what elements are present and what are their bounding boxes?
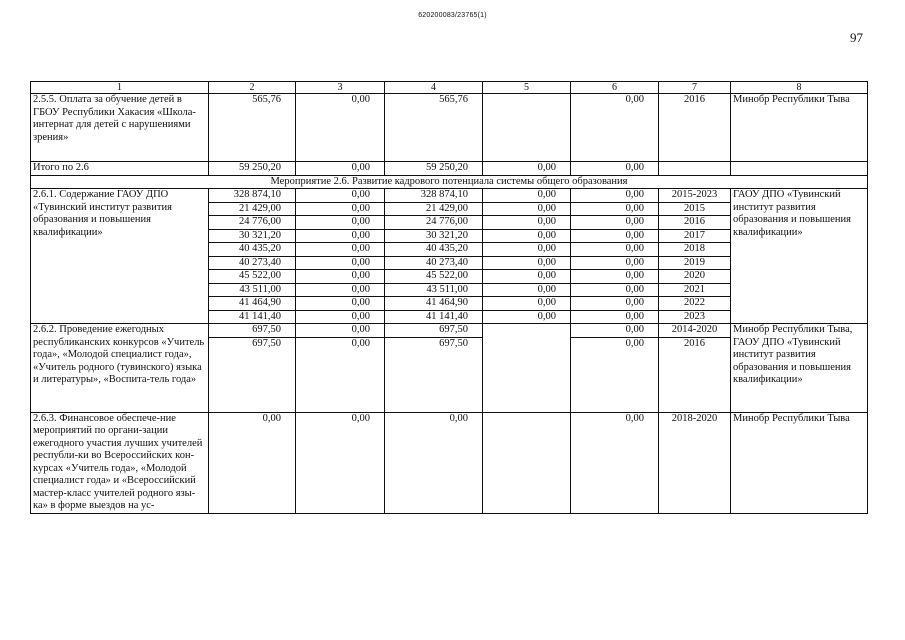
cell-value: 697,50	[385, 324, 483, 338]
cell-year	[659, 162, 731, 176]
cell-value: 59 250,20	[385, 162, 483, 176]
page-number: 97	[850, 30, 863, 45]
cell-value	[483, 324, 571, 413]
header-col-1: 1	[31, 82, 209, 94]
cell-value: 0,00	[483, 310, 571, 324]
cell-value: 59 250,20	[209, 162, 296, 176]
cell-value: 0,00	[571, 337, 659, 412]
cell-value: 0,00	[571, 412, 659, 513]
cell-value: 0,00	[483, 202, 571, 216]
cell-value: 0,00	[483, 216, 571, 230]
cell-value	[483, 94, 571, 162]
cell-value: 0,00	[483, 283, 571, 297]
cell-year: 2020	[659, 270, 731, 284]
cell-value: 0,00	[571, 297, 659, 311]
cell-year: 2015-2023	[659, 189, 731, 203]
cell-value: 0,00	[571, 162, 659, 176]
cell-value: 0,00	[483, 162, 571, 176]
cell-value: 697,50	[209, 337, 296, 412]
header-row	[31, 82, 868, 94]
cell-value: 0,00	[483, 256, 571, 270]
cell-value: 0,00	[571, 324, 659, 338]
cell-value: 21 429,00	[385, 202, 483, 216]
cell-value: 21 429,00	[209, 202, 296, 216]
cell-year: 2015	[659, 202, 731, 216]
cell-value: 0,00	[385, 412, 483, 513]
cell-executor: ГАОУ ДПО «Тувинский институт развития образования и повышения квалификации»	[731, 189, 868, 324]
cell-value: 0,00	[296, 202, 385, 216]
table-row	[31, 324, 868, 338]
cell-value: 43 511,00	[385, 283, 483, 297]
cell-value: 0,00	[296, 216, 385, 230]
cell-value: 41 464,90	[209, 297, 296, 311]
cell-value: 43 511,00	[209, 283, 296, 297]
cell-value: 697,50	[209, 324, 296, 338]
cell-value: 0,00	[483, 229, 571, 243]
header-col-6: 6	[571, 82, 659, 94]
cell-value: 24 776,00	[209, 216, 296, 230]
section-row	[31, 175, 868, 189]
cell-value: 40 435,20	[385, 243, 483, 257]
total-label: Итого по 2.6	[31, 162, 209, 176]
cell-value: 0,00	[571, 243, 659, 257]
cell-value: 0,00	[296, 189, 385, 203]
cell-value: 45 522,00	[385, 270, 483, 284]
cell-value: 0,00	[483, 189, 571, 203]
item-name: 2.6.3. Финансовое обеспече-ние мероприятий по органи-зации ежегодного участия лучших учителей республи-ки во Всероссийских кон-курсах «Учитель года», «Молодой специалист года» и «Всероссийский мастер-класс учителей родного язы-ка» в форме выездов на ус-	[31, 412, 209, 513]
cell-value: 0,00	[571, 283, 659, 297]
cell-value: 565,76	[385, 94, 483, 162]
cell-value: 0,00	[483, 270, 571, 284]
cell-year: 2018	[659, 243, 731, 257]
cell-value: 40 435,20	[209, 243, 296, 257]
cell-executor: Минобр Республики Тыва	[731, 94, 868, 162]
cell-value: 0,00	[571, 270, 659, 284]
cell-value: 0,00	[209, 412, 296, 513]
item-name: 2.5.5. Оплата за обучение детей в ГБОУ Республики Хакасия «Школа-интернат для детей с нарушениями зрения»	[31, 94, 209, 162]
cell-value: 0,00	[296, 94, 385, 162]
cell-value: 328 874,10	[209, 189, 296, 203]
cell-value: 0,00	[571, 256, 659, 270]
header-col-3: 3	[296, 82, 385, 94]
total-row	[31, 162, 868, 176]
cell-value: 0,00	[296, 337, 385, 412]
cell-year: 2016	[659, 94, 731, 162]
cell-value	[483, 412, 571, 513]
cell-value: 40 273,40	[385, 256, 483, 270]
table-row	[31, 412, 868, 513]
cell-value: 0,00	[296, 283, 385, 297]
budget-table	[30, 81, 868, 514]
cell-year: 2023	[659, 310, 731, 324]
cell-value: 0,00	[571, 94, 659, 162]
cell-value: 0,00	[571, 216, 659, 230]
cell-executor: Минобр Республики Тыва	[731, 412, 868, 513]
item-name: 2.6.2. Проведение ежегодных республиканских конкурсов «Учитель года», «Молодой специалист года», «Учитель родного (тувинского) языка и литературы», «Воспита-тель года»	[31, 324, 209, 413]
cell-value: 697,50	[385, 337, 483, 412]
table-row	[31, 189, 868, 203]
cell-value: 0,00	[296, 162, 385, 176]
cell-value: 0,00	[296, 229, 385, 243]
header-col-2: 2	[209, 82, 296, 94]
cell-value: 30 321,20	[385, 229, 483, 243]
cell-year: 2016	[659, 216, 731, 230]
cell-year: 2019	[659, 256, 731, 270]
cell-value: 41 141,40	[209, 310, 296, 324]
cell-value: 0,00	[571, 189, 659, 203]
cell-year: 2022	[659, 297, 731, 311]
cell-value: 0,00	[296, 412, 385, 513]
cell-value: 45 522,00	[209, 270, 296, 284]
cell-value: 565,76	[209, 94, 296, 162]
header-col-4: 4	[385, 82, 483, 94]
cell-value: 0,00	[296, 324, 385, 338]
cell-value: 328 874,10	[385, 189, 483, 203]
cell-value: 24 776,00	[385, 216, 483, 230]
cell-year: 2018-2020	[659, 412, 731, 513]
cell-executor	[731, 162, 868, 176]
cell-value: 0,00	[296, 270, 385, 284]
document-id: 620200083/23765(1)	[418, 12, 487, 19]
header-col-7: 7	[659, 82, 731, 94]
cell-value: 41 141,40	[385, 310, 483, 324]
cell-value: 0,00	[296, 310, 385, 324]
cell-executor: Минобр Республики Тыва, ГАОУ ДПО «Тувинский институт развития образования и повышения квалификации»	[731, 324, 868, 413]
cell-value: 40 273,40	[209, 256, 296, 270]
cell-value: 0,00	[296, 243, 385, 257]
table-row	[31, 94, 868, 162]
cell-value: 0,00	[296, 256, 385, 270]
cell-year: 2016	[659, 337, 731, 412]
cell-value: 41 464,90	[385, 297, 483, 311]
cell-year: 2014-2020	[659, 324, 731, 338]
cell-year: 2021	[659, 283, 731, 297]
section-title: Мероприятие 2.6. Развитие кадрового потенциала системы общего образования	[31, 175, 868, 189]
cell-value: 0,00	[571, 310, 659, 324]
cell-year: 2017	[659, 229, 731, 243]
cell-value: 0,00	[571, 229, 659, 243]
cell-value: 0,00	[296, 297, 385, 311]
cell-value: 0,00	[571, 202, 659, 216]
item-name: 2.6.1. Содержание ГАОУ ДПО «Тувинский институт развития образования и повышения квалификации»	[31, 189, 209, 324]
cell-value: 30 321,20	[209, 229, 296, 243]
header-col-5: 5	[483, 82, 571, 94]
cell-value: 0,00	[483, 243, 571, 257]
header-col-8: 8	[731, 82, 868, 94]
cell-value: 0,00	[483, 297, 571, 311]
